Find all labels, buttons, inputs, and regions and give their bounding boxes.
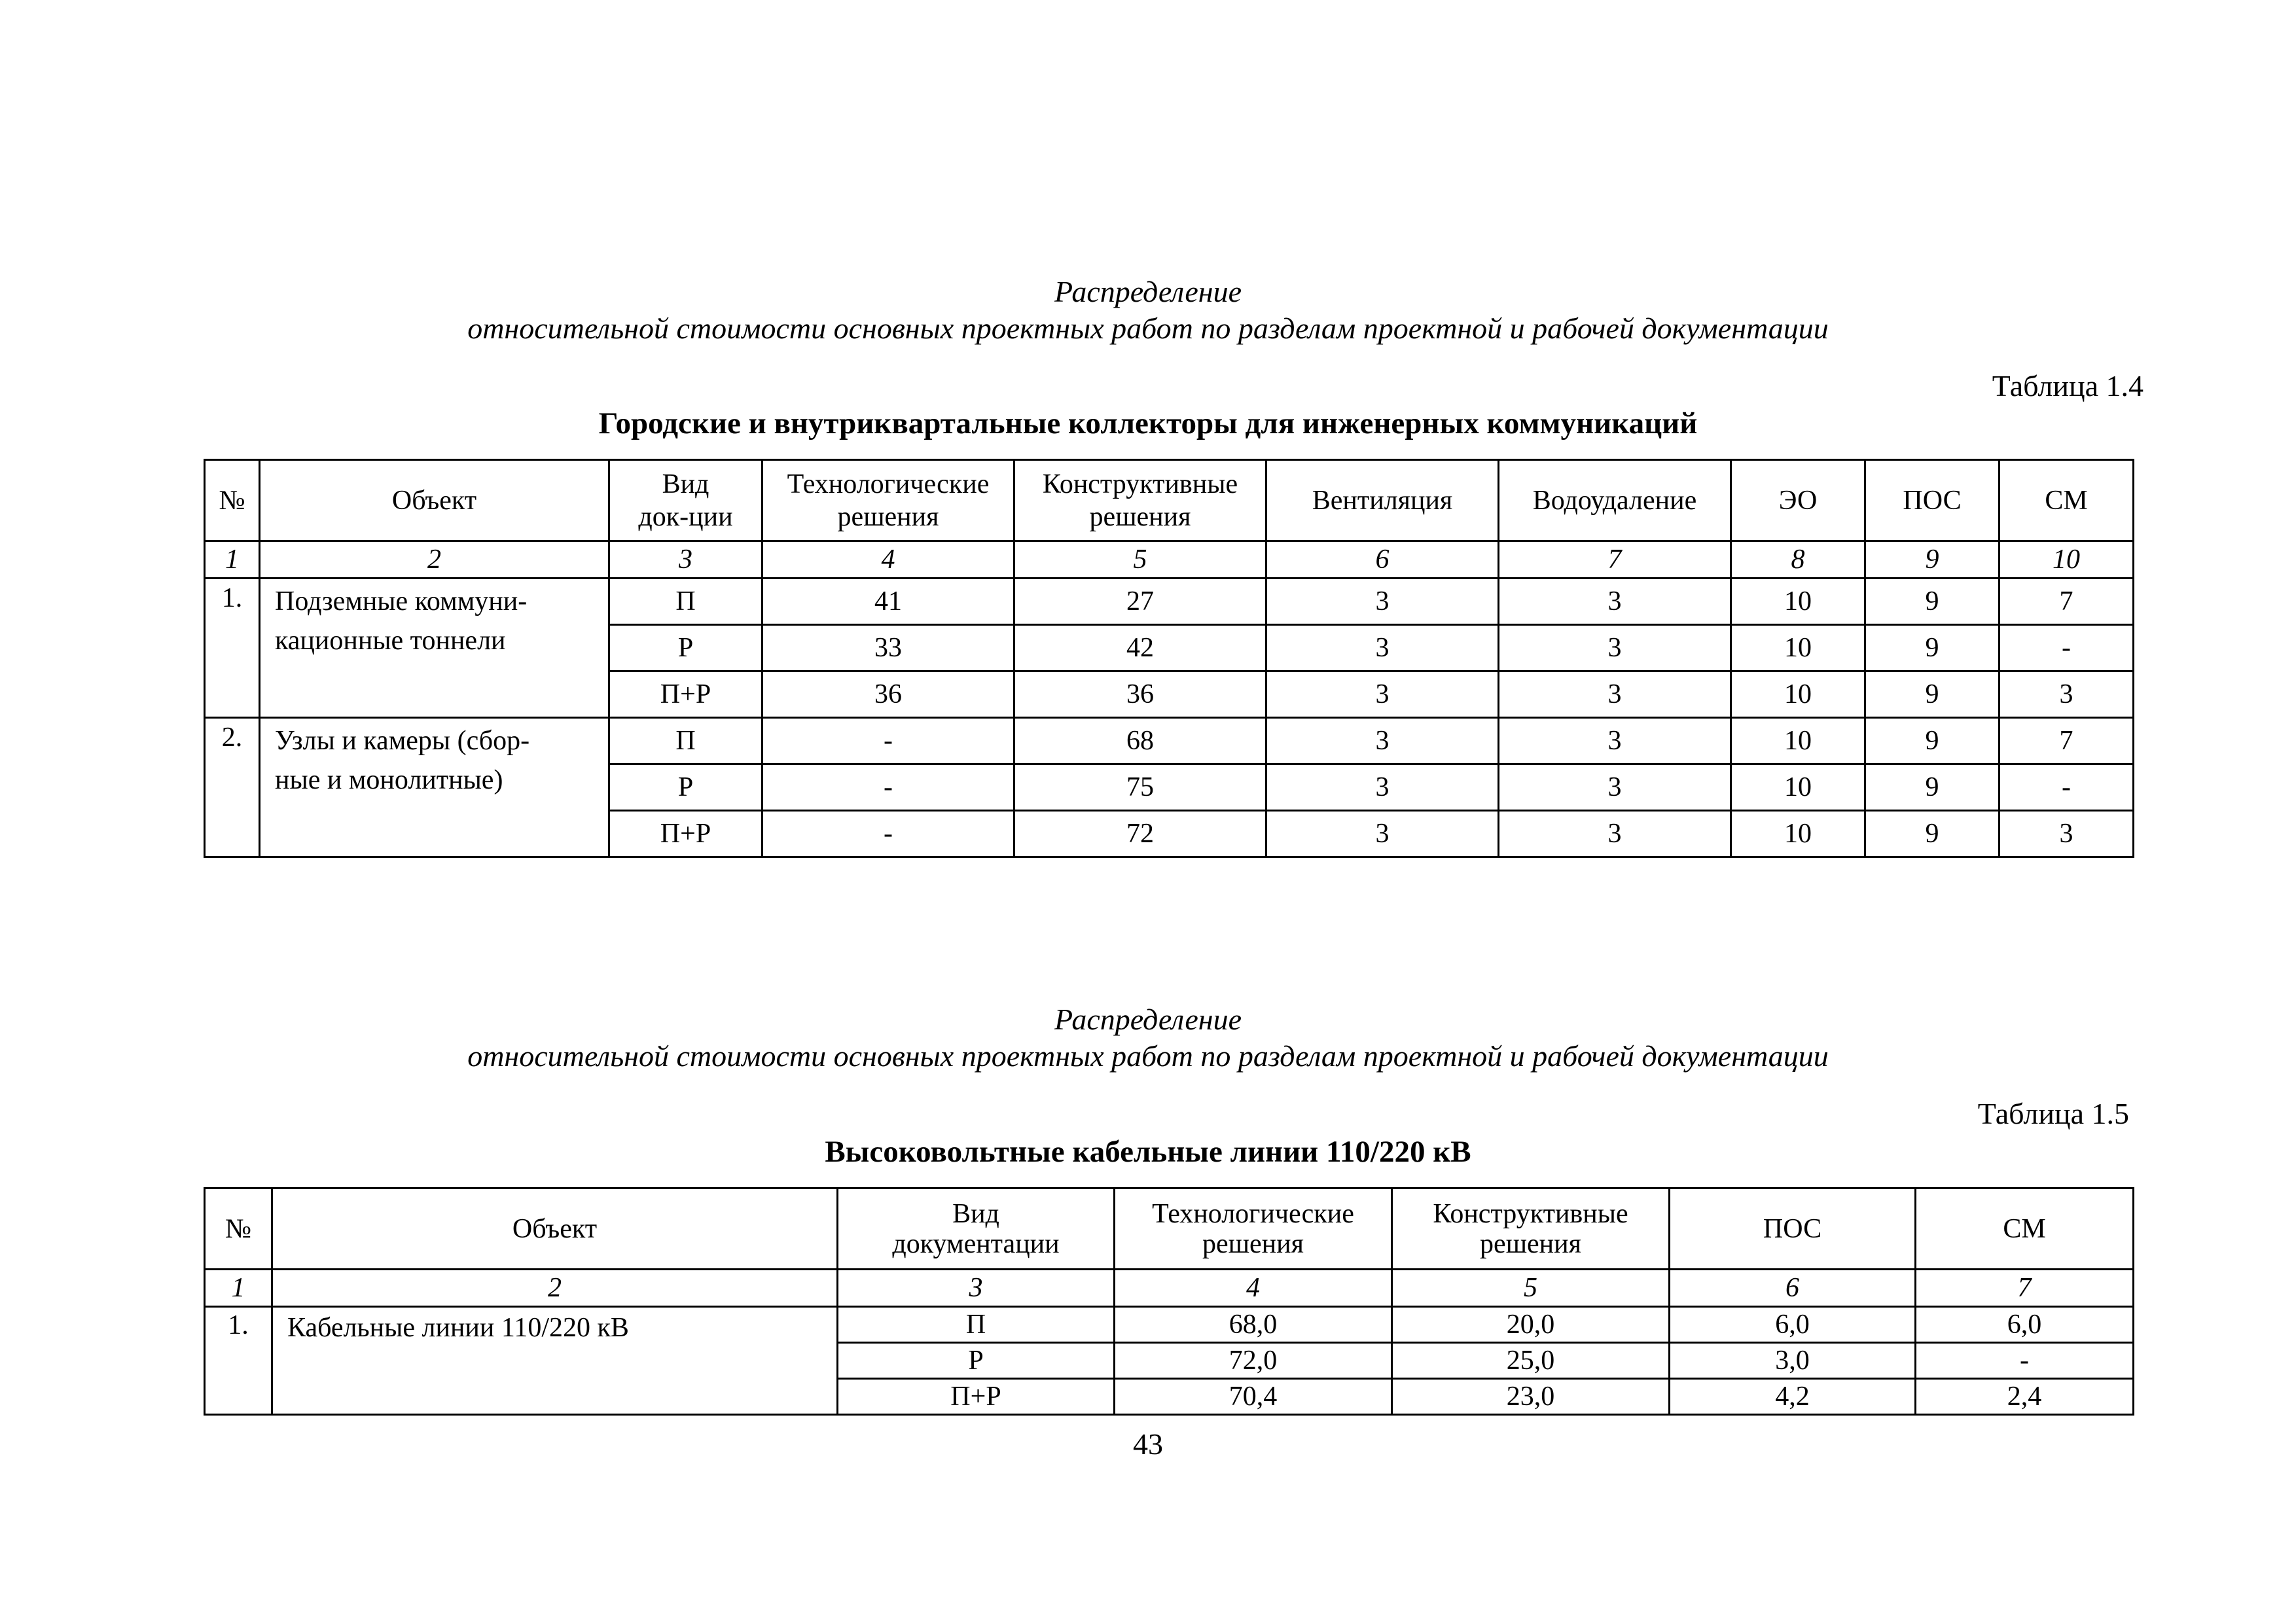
constr-value: 25,0 <box>1392 1343 1670 1379</box>
sm-value: - <box>2000 764 2134 811</box>
pos-value: 9 <box>1865 811 2000 857</box>
header-pos: ПОС <box>1670 1188 1916 1270</box>
doc-type: Р <box>609 625 762 671</box>
vent-value: 3 <box>1266 671 1499 718</box>
eo-value: 10 <box>1731 625 1865 671</box>
col-number: 6 <box>1670 1270 1916 1307</box>
caption-1-line2: относительной стоимости основных проектных работ по разделам проектной и рабочей документации <box>467 312 1829 345</box>
table-row <box>205 1307 2134 1343</box>
caption-2 <box>0 1001 2296 1075</box>
col-number: 7 <box>1916 1270 2134 1307</box>
sm-value: 3 <box>2000 671 2134 718</box>
header-tech: Технологические решения <box>1115 1188 1392 1270</box>
header-water: Водоудаление <box>1499 460 1731 541</box>
header-constr: Конструктивные решения <box>1392 1188 1670 1270</box>
row-number: 1. <box>205 579 260 718</box>
col-number: 4 <box>1115 1270 1392 1307</box>
header-sm: СМ <box>2000 460 2134 541</box>
water-value: 3 <box>1499 764 1731 811</box>
water-value: 3 <box>1499 811 1731 857</box>
constr-value: 75 <box>1014 764 1266 811</box>
row-number: 1. <box>205 1307 272 1415</box>
tech-value: 33 <box>762 625 1014 671</box>
tech-value: 70,4 <box>1115 1379 1392 1415</box>
doc-type: Р <box>838 1343 1115 1379</box>
object-name: Подземные коммуни- кационные тоннели <box>260 579 609 718</box>
table-title-1: Городские и внутриквартальные коллекторы для инженерных коммуникаций <box>598 406 1698 440</box>
column-number-row <box>205 1270 2134 1307</box>
header-constr: Конструктивные решения <box>1014 460 1266 541</box>
pos-value: 9 <box>1865 579 2000 625</box>
doc-type: Р <box>609 764 762 811</box>
sm-value: 7 <box>2000 579 2134 625</box>
header-eo: ЭО <box>1731 460 1865 541</box>
col-number: 2 <box>260 541 609 579</box>
water-value: 3 <box>1499 718 1731 764</box>
col-number: 4 <box>762 541 1014 579</box>
doc-type: П <box>609 718 762 764</box>
caption-1 <box>0 274 2296 347</box>
sm-value: 2,4 <box>1916 1379 2134 1415</box>
table-row <box>205 579 2134 625</box>
eo-value: 10 <box>1731 811 1865 857</box>
pos-value: 4,2 <box>1670 1379 1916 1415</box>
row-number: 2. <box>205 718 260 857</box>
tech-value: 36 <box>762 671 1014 718</box>
caption-1-line1: Распределение <box>1054 275 1242 308</box>
constr-value: 36 <box>1014 671 1266 718</box>
constr-value: 42 <box>1014 625 1266 671</box>
eo-value: 10 <box>1731 718 1865 764</box>
col-number: 5 <box>1392 1270 1670 1307</box>
col-number: 5 <box>1014 541 1266 579</box>
header-doc-type: Вид документации <box>838 1188 1115 1270</box>
col-number: 10 <box>2000 541 2134 579</box>
sm-value: 3 <box>2000 811 2134 857</box>
col-number: 2 <box>272 1270 838 1307</box>
table-title-2: Высоковольтные кабельные линии 110/220 кВ <box>825 1135 1471 1169</box>
water-value: 3 <box>1499 625 1731 671</box>
sm-value: - <box>2000 625 2134 671</box>
header-row <box>205 1188 2134 1270</box>
pos-value: 6,0 <box>1670 1307 1916 1343</box>
header-doc-type: Вид док-ции <box>609 460 762 541</box>
header-no: № <box>205 460 260 541</box>
eo-value: 10 <box>1731 579 1865 625</box>
table-1-5 <box>204 1187 2134 1416</box>
tech-value: - <box>762 764 1014 811</box>
constr-value: 68 <box>1014 718 1266 764</box>
page-number: 43 <box>1133 1427 1163 1461</box>
tech-value: 68,0 <box>1115 1307 1392 1343</box>
col-number: 3 <box>609 541 762 579</box>
water-value: 3 <box>1499 579 1731 625</box>
doc-type: П <box>838 1307 1115 1343</box>
header-pos: ПОС <box>1865 460 2000 541</box>
table-row <box>205 718 2134 764</box>
tech-value: - <box>762 718 1014 764</box>
constr-value: 72 <box>1014 811 1266 857</box>
table-number-1: Таблица 1.4 <box>1992 369 2144 402</box>
sm-value: 7 <box>2000 718 2134 764</box>
caption-2-line1: Распределение <box>1054 1003 1242 1036</box>
pos-value: 9 <box>1865 625 2000 671</box>
col-number: 3 <box>838 1270 1115 1307</box>
vent-value: 3 <box>1266 625 1499 671</box>
col-number: 7 <box>1499 541 1731 579</box>
column-number-row <box>205 541 2134 579</box>
table-1-4 <box>204 459 2134 858</box>
constr-value: 27 <box>1014 579 1266 625</box>
tech-value: 72,0 <box>1115 1343 1392 1379</box>
header-sm: СМ <box>1916 1188 2134 1270</box>
water-value: 3 <box>1499 671 1731 718</box>
header-no: № <box>205 1188 272 1270</box>
vent-value: 3 <box>1266 718 1499 764</box>
vent-value: 3 <box>1266 579 1499 625</box>
col-number: 9 <box>1865 541 2000 579</box>
header-tech: Технологические решения <box>762 460 1014 541</box>
header-row <box>205 460 2134 541</box>
header-object: Объект <box>272 1188 838 1270</box>
caption-2-line2: относительной стоимости основных проектных работ по разделам проектной и рабочей документации <box>467 1039 1829 1073</box>
doc-type: П <box>609 579 762 625</box>
doc-type: П+Р <box>609 671 762 718</box>
object-name: Кабельные линии 110/220 кВ <box>272 1307 838 1415</box>
table-number-2: Таблица 1.5 <box>1977 1097 2129 1130</box>
tech-value: - <box>762 811 1014 857</box>
eo-value: 10 <box>1731 671 1865 718</box>
pos-value: 9 <box>1865 671 2000 718</box>
vent-value: 3 <box>1266 764 1499 811</box>
pos-value: 9 <box>1865 764 2000 811</box>
sm-value: - <box>1916 1343 2134 1379</box>
vent-value: 3 <box>1266 811 1499 857</box>
tech-value: 41 <box>762 579 1014 625</box>
header-vent: Вентиляция <box>1266 460 1499 541</box>
col-number: 1 <box>205 541 260 579</box>
eo-value: 10 <box>1731 764 1865 811</box>
sm-value: 6,0 <box>1916 1307 2134 1343</box>
pos-value: 3,0 <box>1670 1343 1916 1379</box>
doc-type: П+Р <box>838 1379 1115 1415</box>
col-number: 6 <box>1266 541 1499 579</box>
constr-value: 23,0 <box>1392 1379 1670 1415</box>
object-name: Узлы и камеры (сбор- ные и монолитные) <box>260 718 609 857</box>
constr-value: 20,0 <box>1392 1307 1670 1343</box>
doc-type: П+Р <box>609 811 762 857</box>
col-number: 1 <box>205 1270 272 1307</box>
col-number: 8 <box>1731 541 1865 579</box>
header-object: Объект <box>260 460 609 541</box>
pos-value: 9 <box>1865 718 2000 764</box>
